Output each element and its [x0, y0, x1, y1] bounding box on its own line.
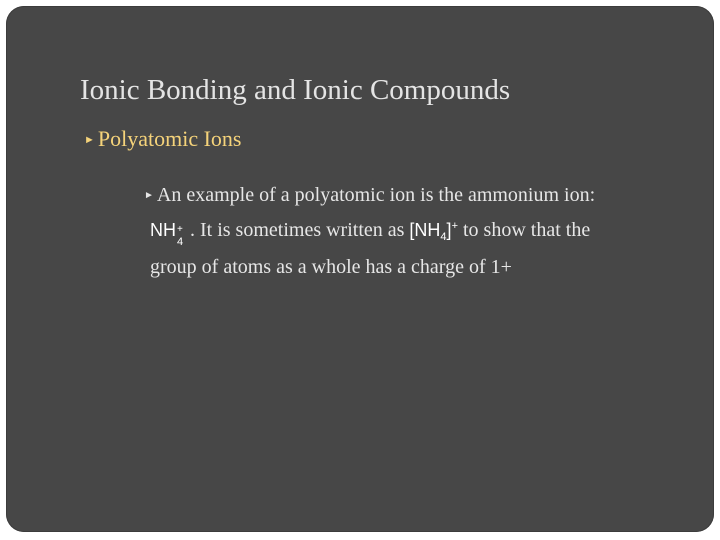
- bullet-arrow-icon: ►: [84, 134, 95, 146]
- slide-title: Ionic Bonding and Ionic Compounds: [80, 74, 511, 106]
- formula-open: [NH: [409, 220, 441, 240]
- slide: [6, 6, 714, 532]
- formula-charge: +: [451, 220, 458, 232]
- sub-bullet-arrow-icon: ►: [144, 190, 154, 201]
- formula-subscript: 4: [177, 236, 184, 248]
- formula-stack: [176, 221, 185, 248]
- after-formula-text: to show that the: [463, 219, 591, 241]
- bullet-line-3: group of atoms as a whole has a charge of 1+: [150, 256, 512, 278]
- formula-subscript: 4: [440, 231, 447, 243]
- formula-base: NH: [150, 220, 176, 240]
- ammonium-formula: [150, 220, 185, 248]
- bullet-polyatomic-ions: [84, 126, 242, 152]
- formula-charge: +: [177, 224, 183, 235]
- bracketed-ammonium-formula: [409, 220, 458, 243]
- middle-text: . It is sometimes written as: [190, 219, 405, 241]
- bullet-label: Polyatomic Ions: [97, 126, 242, 151]
- bullet-line-1: [144, 180, 700, 211]
- bullet-ammonium-example: [144, 180, 700, 282]
- bullet-line-2: [144, 211, 700, 252]
- formula-close: ]: [446, 220, 452, 240]
- intro-text: An example of a polyatomic ion is the ammonium ion:: [156, 184, 596, 206]
